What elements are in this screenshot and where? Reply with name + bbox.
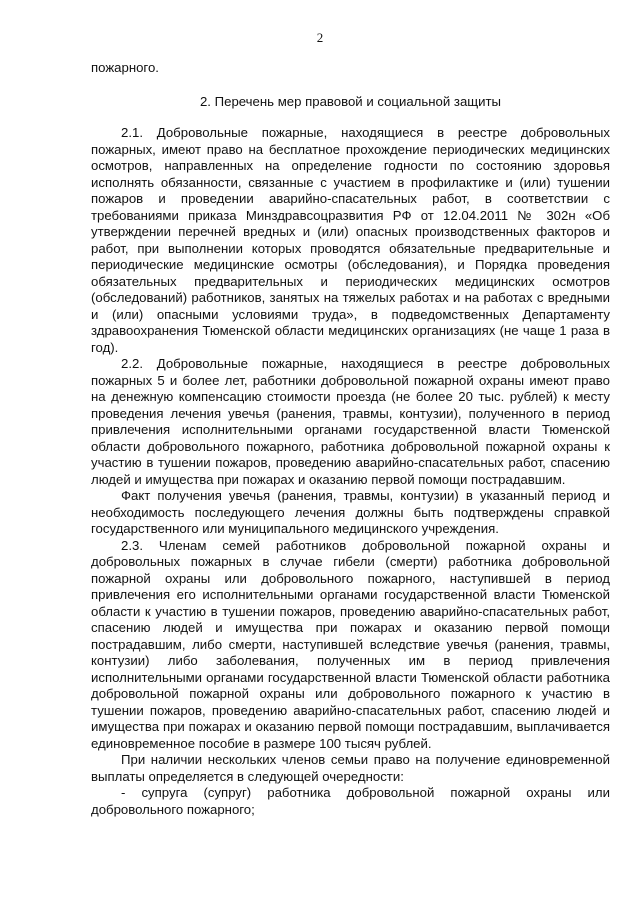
- paragraph-2-1: 2.1. Добровольные пожарные, находящиеся в реестре добровольных пожарных, имеют право на бесплатное прохождение периодических медицинских осмотров, направленных на определение годности по состоянию здоровья исполнять обязанности, связанные с участием в профилактике и (или) тушении пожаров и проведении аварийно-спасательных работ, в соответствии с требованиями приказа Минздравсоцразвития РФ от 12.04.2011 № 302н «Об утверждении перечней вредных и (или) опасных производственных факторов и работ, при выполнении которых проводятся обязательные предварительные и периодические медицинские осмотры (обследования), и Порядка проведения обязательных предварительных и периодических медицинских осмотров (обследований) работников, занятых на тяжелых работах и на работах с вредными и (или) опасными условиями труда», в подведомственных Департаменту здравоохранения Тюменской области медицинских организациях (не чаще 1 раза в год).: [91, 125, 610, 355]
- page-number: 2: [316, 30, 324, 45]
- section-title: 2. Перечень мер правовой и социальной защиты: [199, 93, 502, 109]
- list-item-spouse: - супруга (супруг) работника добровольной пожарной охраны или добровольного пожарного;: [91, 785, 610, 817]
- lead-line: пожарного.: [91, 60, 159, 75]
- document-body: [91, 60, 610, 818]
- paragraph-injury-proof: Факт получения увечья (ранения, травмы, контузии) в указанный период и необходимость последующего лечения должны быть подтверждены справкой государственного или муниципального медицинского учреждения.: [91, 488, 610, 536]
- paragraph-family-order: При наличии нескольких членов семьи право на получение единовременной выплаты определяется в следующей очередности:: [91, 752, 610, 784]
- paragraph-2-3: 2.3. Членам семей работников добровольной пожарной охраны и добровольных пожарных в случае гибели (смерти) работника добровольной пожарной охраны или добровольного пожарного, наступившей в период привлечения его исполнительными органами государственной власти Тюменской области к участию в тушении пожаров, проведению аварийно-спасательных работ, спасению людей и имущества при пожарах и оказанию первой помощи пострадавшим, либо смерти, наступившей вследствие увечья (ранения, травмы, контузии) либо заболевания, полученных им в период привлечения исполнительными органами государственной власти Тюменской области работника добровольной пожарной охраны или добровольного пожарного к участию в тушении пожаров, проведению аварийно-спасательных работ, спасению людей и имущества при пожарах и оказанию первой помощи пострадавшим, выплачивается единовременное пособие в размере 100 тысяч рублей.: [91, 537, 610, 751]
- paragraph-2-2: 2.2. Добровольные пожарные, находящиеся в реестре добровольных пожарных 5 и более лет, работники добровольной пожарной охраны имеют право на денежную компенсацию стоимости проезда (не более 20 тыс. рублей) к месту проведения лечения увечья (ранения, травмы, контузии), полученного в период привлечения исполнительными органами государственной власти Тюменской области добровольного пожарного, работника добровольной пожарной охраны к участию в тушении пожаров, проведению аварийно-спасательных работ, спасению людей и имущества при пожарах и оказанию первой помощи пострадавшим.: [91, 356, 610, 487]
